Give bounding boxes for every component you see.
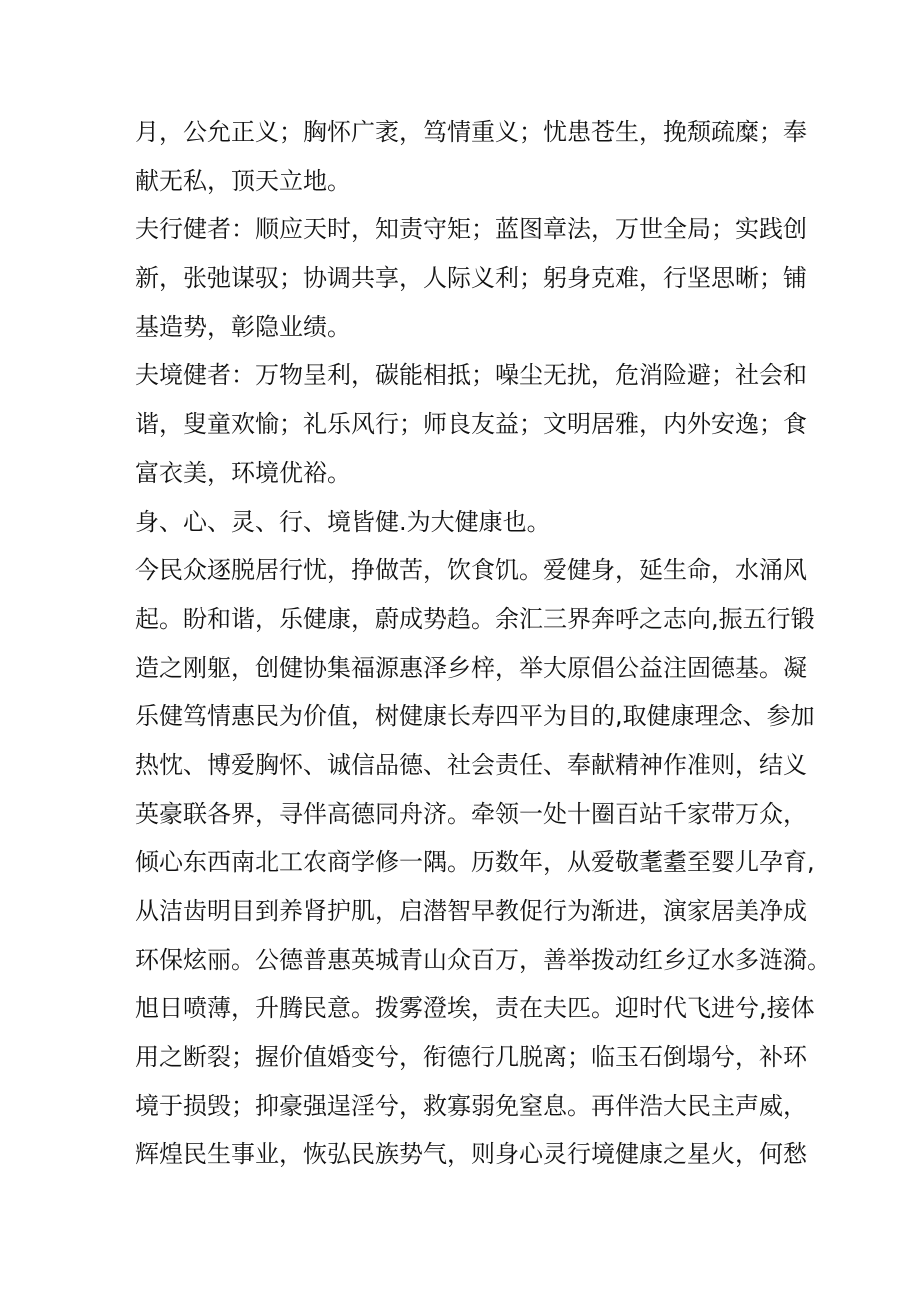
text-line: 造之刚躯，创健协集福源惠泽乡梓，举大原倡公益注固德基。凝	[135, 653, 807, 682]
text-line: 新，张弛谋驭；协调共享，人际义利；躬身克难，行坚思晰；铺	[135, 264, 807, 293]
text-line: 倾心东西南北工农商学修一隅。历数年，从爱敬耄耋至婴儿孕育,	[135, 848, 815, 877]
text-line: 旭日喷薄，升腾民意。拨雾澄埃，责在夫匹。迎时代飞进兮,接体	[135, 994, 815, 1023]
text-line: 月，公允正义；胸怀广袤，笃情重义；忧患苍生，挽颓疏糜；奉	[135, 118, 807, 146]
text-line: 献无私，顶天立地。	[135, 166, 351, 195]
text-line: 用之断裂；握价值婚变兮，衔德行几脱离；临玉石倒塌兮，补环	[135, 1043, 807, 1072]
text-line: 从洁齿明目到养肾护肌，启潜智早教促行为渐进，演家居美净成	[135, 897, 807, 925]
text-line: 谐，叟童欢愉；礼乐风行；师良友益；文明居雅，内外安逸；食	[135, 410, 807, 439]
text-line: 夫境健者：万物呈利，碳能相抵；噪尘无扰，危消险避；社会和	[135, 361, 807, 390]
text-line: 起。盼和谐，乐健康，蔚成势趋。余汇三界奔呼之志向,振五行锻	[135, 604, 815, 633]
text-line: 英豪联各界，寻伴高德同舟济。牵领一处十圈百站千家带万众，	[135, 799, 807, 828]
text-line: 基造势，彰隐业绩。	[135, 312, 351, 341]
text-line: 热忱、博爱胸怀、诚信品德、社会责任、奉献精神作准则，结义	[135, 750, 807, 779]
text-line: 乐健笃情惠民为价值，树健康长寿四平为目的,取健康理念、参加	[135, 702, 815, 731]
text-line: 夫行健者：顺应天时，知责守矩；蓝图章法，万世全局；实践创	[135, 215, 807, 244]
text-line: 境于损毁；抑豪强逞淫兮，救寡弱免窒息。再伴浩大民主声威，	[135, 1091, 807, 1120]
text-line: 辉煌民生事业，恢弘民族势气，则身心灵行境健康之星火，何愁	[135, 1140, 807, 1169]
text-line: 环保炫丽。公德普惠英城青山众百万，善举拨动红乡辽水多涟漪。	[135, 945, 831, 974]
text-line: 富衣美，环境优裕。	[135, 458, 351, 487]
text-line: 身、心、灵、行、境皆健.为大健康也。	[135, 507, 551, 536]
text-line: 今民众逐脱居行忧，挣做苦，饮食饥。爱健身，延生命，水涌风	[135, 556, 807, 585]
body-text	[135, 112, 831, 1183]
